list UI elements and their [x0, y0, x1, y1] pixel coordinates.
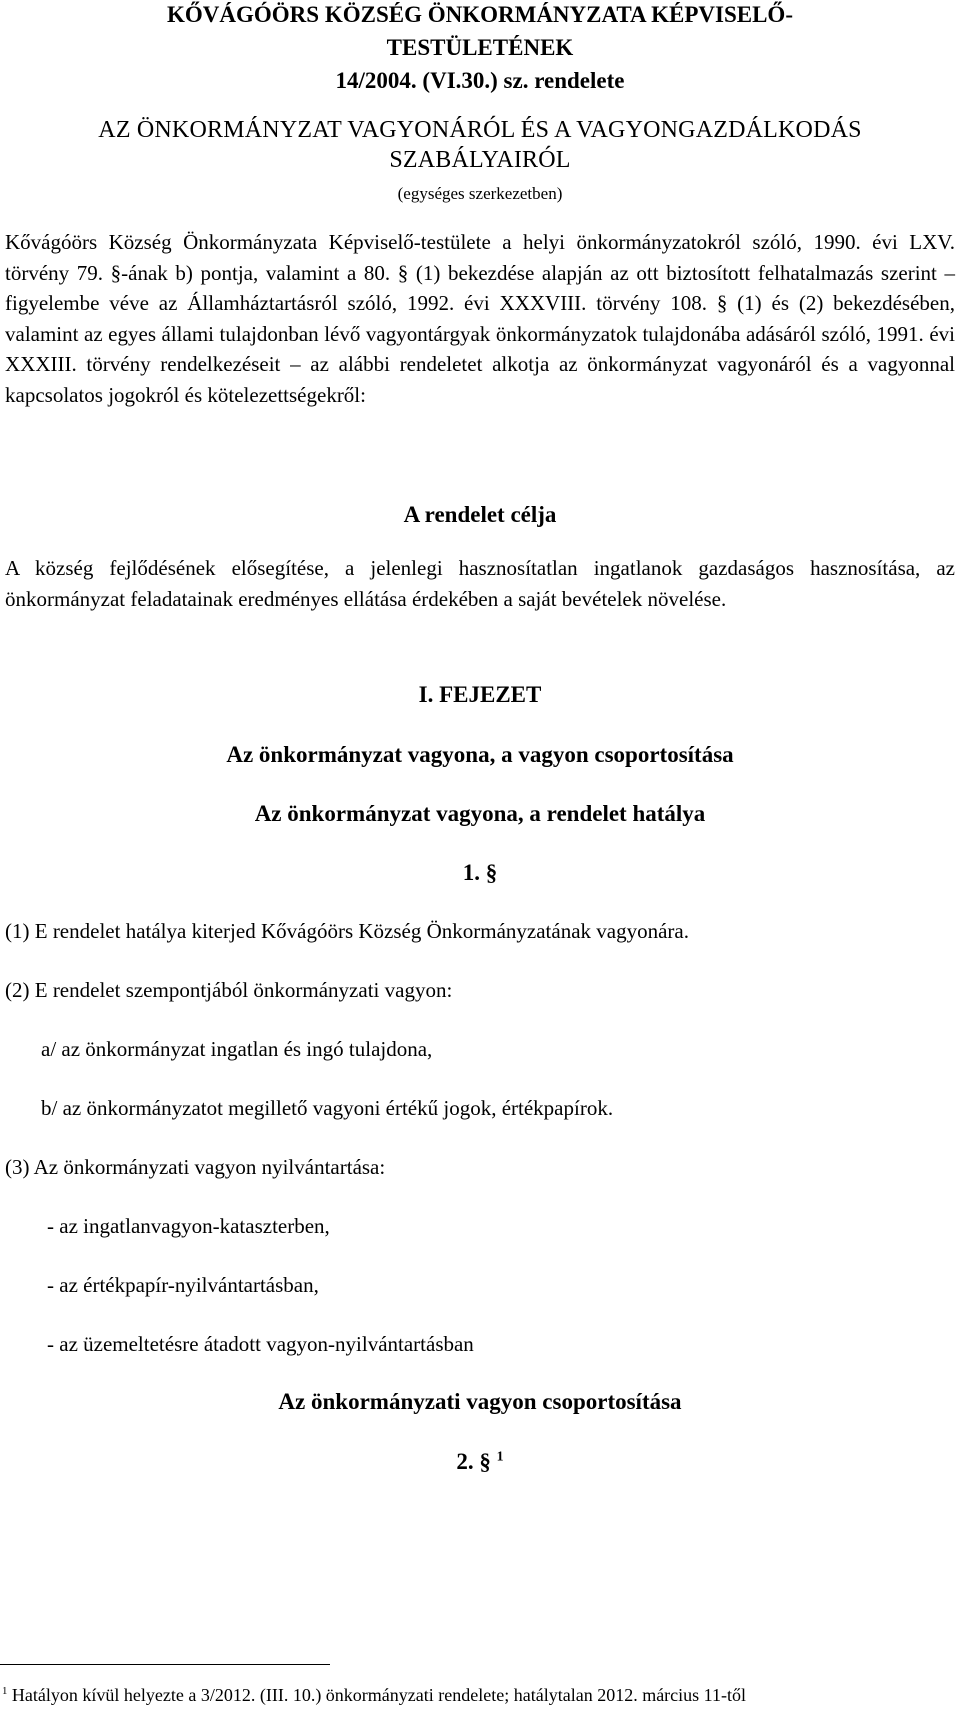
registry-item-2: - az értékpapír-nyilvántartásban, — [47, 1273, 319, 1297]
purpose-heading: A rendelet célja — [403, 502, 557, 527]
title-line-3: 14/2004. (VI.30.) sz. rendelete — [335, 68, 625, 93]
footnote-divider — [0, 1664, 330, 1665]
section1-paragraph-2: (2) E rendelet szempontjából önkormányzati vagyon: — [5, 978, 453, 1002]
edition-note: (egységes szerkezetben) — [397, 184, 563, 203]
chapter-number: I. FEJEZET — [418, 682, 542, 707]
registry-item-3: - az üzemeltetésre átadott vagyon-nyilvántartásban — [47, 1332, 474, 1356]
subject-line-2: SZABÁLYAIRÓL — [389, 147, 571, 173]
footnote-text: Hatályon kívül helyezte a 3/2012. (III. 10.) önkormányzati rendelete; hatálytalan 2012. március 11-től — [11, 1685, 746, 1705]
preamble-paragraph: Kővágóörs Község Önkormányzata Képviselő-testülete a helyi önkormányzatokról szóló, 1990. évi LXV. törvény 79. §-ának b) pontja, valamint a 80. § (1) bekezdése alapján az ott biztosított felhatalmazás szerint – figyelembe véve az Államháztartásról szóló, 1992. évi XXXVIII. törvény 108. § (1) és (2) bekezdésében, valamint az egyes állami tulajdonban lévő vagyontárgyak önkormányzatok tulajdonába adásáról szóló, 1991. évi XXXIII. törvény rendelkezéseit – az alábbi rendeletet alkotja az önkormányzat vagyonáról és a vagyonnal kapcsolatos jogokról és kötelezettségekről: — [5, 230, 955, 407]
paragraph-mark-2 — [0, 1449, 960, 1475]
chapter-title: Az önkormányzat vagyona, a vagyon csoportosítása — [226, 742, 734, 767]
document-header — [0, 0, 960, 205]
section1-item-b: b/ az önkormányzatot megillető vagyoni értékű jogok, értékpapírok. — [41, 1096, 614, 1120]
section1-item-a: a/ az önkormányzat ingatlan és ingó tulajdona, — [41, 1037, 433, 1061]
section1-paragraph-3: (3) Az önkormányzati vagyon nyilvántartása: — [5, 1155, 386, 1179]
section-title: Az önkormányzat vagyona, a rendelet hatálya — [254, 801, 706, 826]
footnote — [2, 1683, 746, 1707]
purpose-paragraph: A község fejlődésének elősegítése, a jelenlegi hasznosítatlan ingatlanok gazdaságos hasznosítása, az önkormányzat feladatainak eredményes ellátása érdekében a saját bevételek növelése. — [5, 556, 955, 611]
paragraph-mark-2-text: 2. § — [456, 1449, 491, 1474]
footnote-reference[interactable]: 1 — [496, 1448, 504, 1464]
title-line-1: KŐVÁGÓÖRS KÖZSÉG ÖNKORMÁNYZATA KÉPVISELŐ- — [167, 2, 793, 27]
section2-heading: Az önkormányzati vagyon csoportosítása — [278, 1389, 682, 1414]
footnote-number: 1 — [2, 1685, 8, 1697]
section1-paragraph-1: (1) E rendelet hatálya kiterjed Kővágóörs Község Önkormányzatának vagyonára. — [5, 919, 689, 943]
subject-line-1: AZ ÖNKORMÁNYZAT VAGYONÁRÓL ÉS A VAGYONGAZDÁLKODÁS — [98, 117, 862, 143]
registry-item-1: - az ingatlanvagyon-kataszterben, — [47, 1214, 330, 1238]
title-line-2: TESTÜLETÉNEK — [386, 35, 574, 60]
paragraph-mark-1: 1. § — [462, 860, 498, 885]
